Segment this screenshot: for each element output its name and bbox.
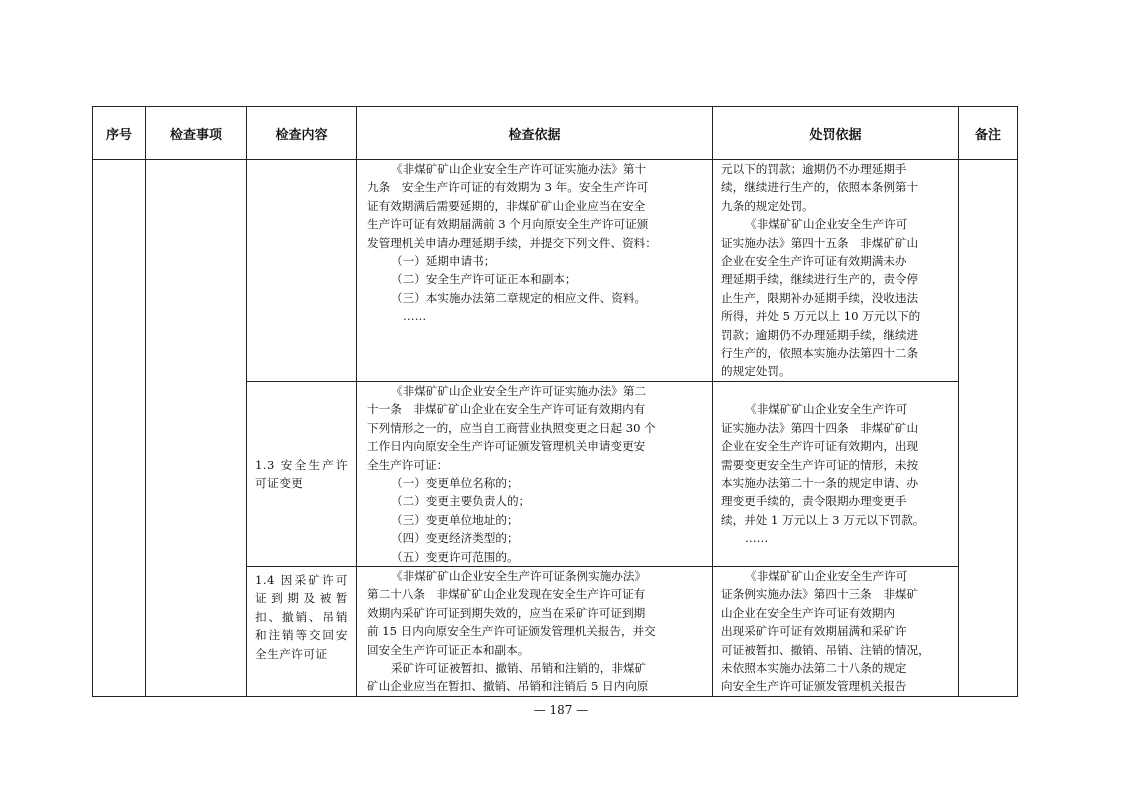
penalty-line: 需要变更安全生产许可证的情形，未按 [721, 457, 919, 472]
penalty-line: 《非煤矿矿山企业安全生产许可 [745, 402, 908, 417]
header-content: 检查内容 [247, 107, 357, 160]
penalty-cell [713, 566, 959, 696]
basis-cell [357, 381, 713, 566]
penalty-line: 证实施办法》第四十四条 非煤矿矿山 [721, 420, 919, 435]
penalty-line: 未依照本实施办法第二十八条的规定 [721, 660, 907, 675]
basis-line: 《非煤矿矿山企业安全生产许可证实施办法》第十 [391, 162, 647, 176]
basis-line: 效期内采矿许可证到期失效的，应当在采矿许可证到期 [367, 605, 646, 620]
penalty-cell [713, 160, 959, 382]
basis-line: （一）变更单位名称的； [391, 475, 519, 490]
basis-cell [357, 160, 713, 382]
header-no: 序号 [93, 107, 146, 160]
penalty-line: 行生产的，依照本实施办法第四十二条 [721, 346, 919, 361]
penalty-line: 向安全生产许可证颁发管理机关报告 [721, 679, 907, 694]
content-cell: 1.3 安全生产许可证变更 [247, 381, 357, 566]
header-row [93, 107, 1018, 160]
basis-cell [357, 566, 713, 696]
penalty-line: 所得，并处 5 万元以上 10 万元以下的 [721, 309, 921, 324]
item-cell [146, 160, 247, 697]
basis-line: 矿山企业应当在暂扣、撤销、吊销和注销后 5 日内向原 [367, 679, 649, 694]
basis-line: 下列情形之一的，应当自工商营业执照变更之日起 30 个 [367, 420, 656, 435]
penalty-cell [713, 381, 959, 566]
content-cell: 1.4 因采矿许可证到期及被暂扣、撤销、吊销和注销等交回安全生产许可证 [247, 566, 357, 696]
penalty-line: 出现采矿许可证有效期届满和采矿许 [721, 624, 907, 639]
header-basis: 检查依据 [357, 107, 713, 160]
no-cell [93, 160, 146, 697]
penalty-line: 证实施办法》第四十五条 非煤矿矿山 [721, 235, 919, 250]
basis-line: 十一条 非煤矿矿山企业在安全生产许可证有效期内有 [367, 402, 646, 417]
basis-line: 工作日内向原安全生产许可证颁发管理机关申请变更安 [367, 439, 646, 454]
penalty-line: 止生产，限期补办延期手续，没收违法 [721, 290, 919, 305]
content-cell [247, 160, 357, 382]
penalty-line: 山企业在安全生产许可证有效期内 [721, 605, 895, 620]
basis-line: （二）变更主要负责人的； [391, 494, 531, 509]
remarks-cell [959, 160, 1018, 697]
basis-line: （一）延期申请书； [391, 254, 496, 269]
basis-line: …… [403, 309, 427, 324]
basis-line: （二）安全生产许可证正本和副本； [391, 272, 577, 287]
basis-line: （四）变更经济类型的； [391, 531, 519, 546]
penalty-line: 九条的规定处罚。 [721, 198, 814, 213]
penalty-line: 元以下的罚款；逾期仍不办理延期手 [721, 162, 907, 176]
penalty-line: 续，并处 1 万元以上 3 万元以下罚款。 [721, 512, 925, 527]
penalty-line: 企业在安全生产许可证有效期满未办 [721, 254, 907, 269]
penalty-line: 《非煤矿矿山企业安全生产许可 [745, 217, 908, 232]
penalty-line: 续，继续进行生产的，依照本条例第十 [721, 180, 919, 195]
penalty-line: 企业在安全生产许可证有效期内，出现 [721, 439, 919, 454]
basis-line: 《非煤矿矿山企业安全生产许可证条例实施办法》 [391, 568, 647, 583]
basis-line: 生产许可证有效期届满前 3 个月向原安全生产许可证颁 [367, 217, 649, 232]
penalty-line: 罚款；逾期仍不办理延期手续，继续进 [721, 327, 919, 342]
page-number: — 187 — [533, 703, 589, 717]
header-item: 检查事项 [146, 107, 247, 160]
header-penalty: 处罚依据 [713, 107, 959, 160]
header-remarks: 备注 [959, 107, 1018, 160]
penalty-line: 可证被暂扣、撤销、吊销、注销的情况， [721, 642, 930, 657]
penalty-line: 本实施办法第二十一条的规定申请、办 [721, 475, 919, 490]
penalty-line: 《非煤矿矿山企业安全生产许可 [745, 568, 908, 583]
basis-line: （三）本实施办法第二章规定的相应文件、资料。 [391, 290, 647, 305]
penalty-line: 理变更手续的，责令限期办理变更手 [721, 494, 907, 509]
table-row [93, 160, 1018, 382]
basis-line: 前 15 日内向原安全生产许可证颁发管理机关报告，并交 [367, 624, 656, 639]
penalty-line: …… [745, 531, 769, 546]
basis-line: 第二十八条 非煤矿矿山企业发现在安全生产许可证有 [367, 587, 646, 602]
basis-line: （五）变更许可范围的。 [391, 549, 519, 564]
basis-line: 采矿许可证被暂扣、撤销、吊销和注销的，非煤矿 [391, 660, 647, 675]
penalty-line: 证条例实施办法》第四十三条 非煤矿 [721, 587, 919, 602]
inspection-table [92, 106, 1018, 697]
basis-line: 发管理机关申请办理延期手续，并提交下列文件、资料： [367, 235, 657, 250]
basis-line: 《非煤矿矿山企业安全生产许可证实施办法》第二 [391, 383, 647, 398]
basis-line: （三）变更单位地址的； [391, 512, 519, 527]
basis-line: 回安全生产许可证正本和副本。 [367, 642, 530, 657]
basis-line: 全生产许可证： [367, 457, 449, 472]
penalty-line: 理延期手续，继续进行生产的，责令停 [721, 272, 919, 287]
penalty-line: 的规定处罚。 [721, 364, 791, 379]
basis-line: 九条 安全生产许可证的有效期为 3 年。安全生产许可 [367, 180, 649, 195]
basis-line: 证有效期满后需要延期的，非煤矿矿山企业应当在安全 [367, 198, 646, 213]
